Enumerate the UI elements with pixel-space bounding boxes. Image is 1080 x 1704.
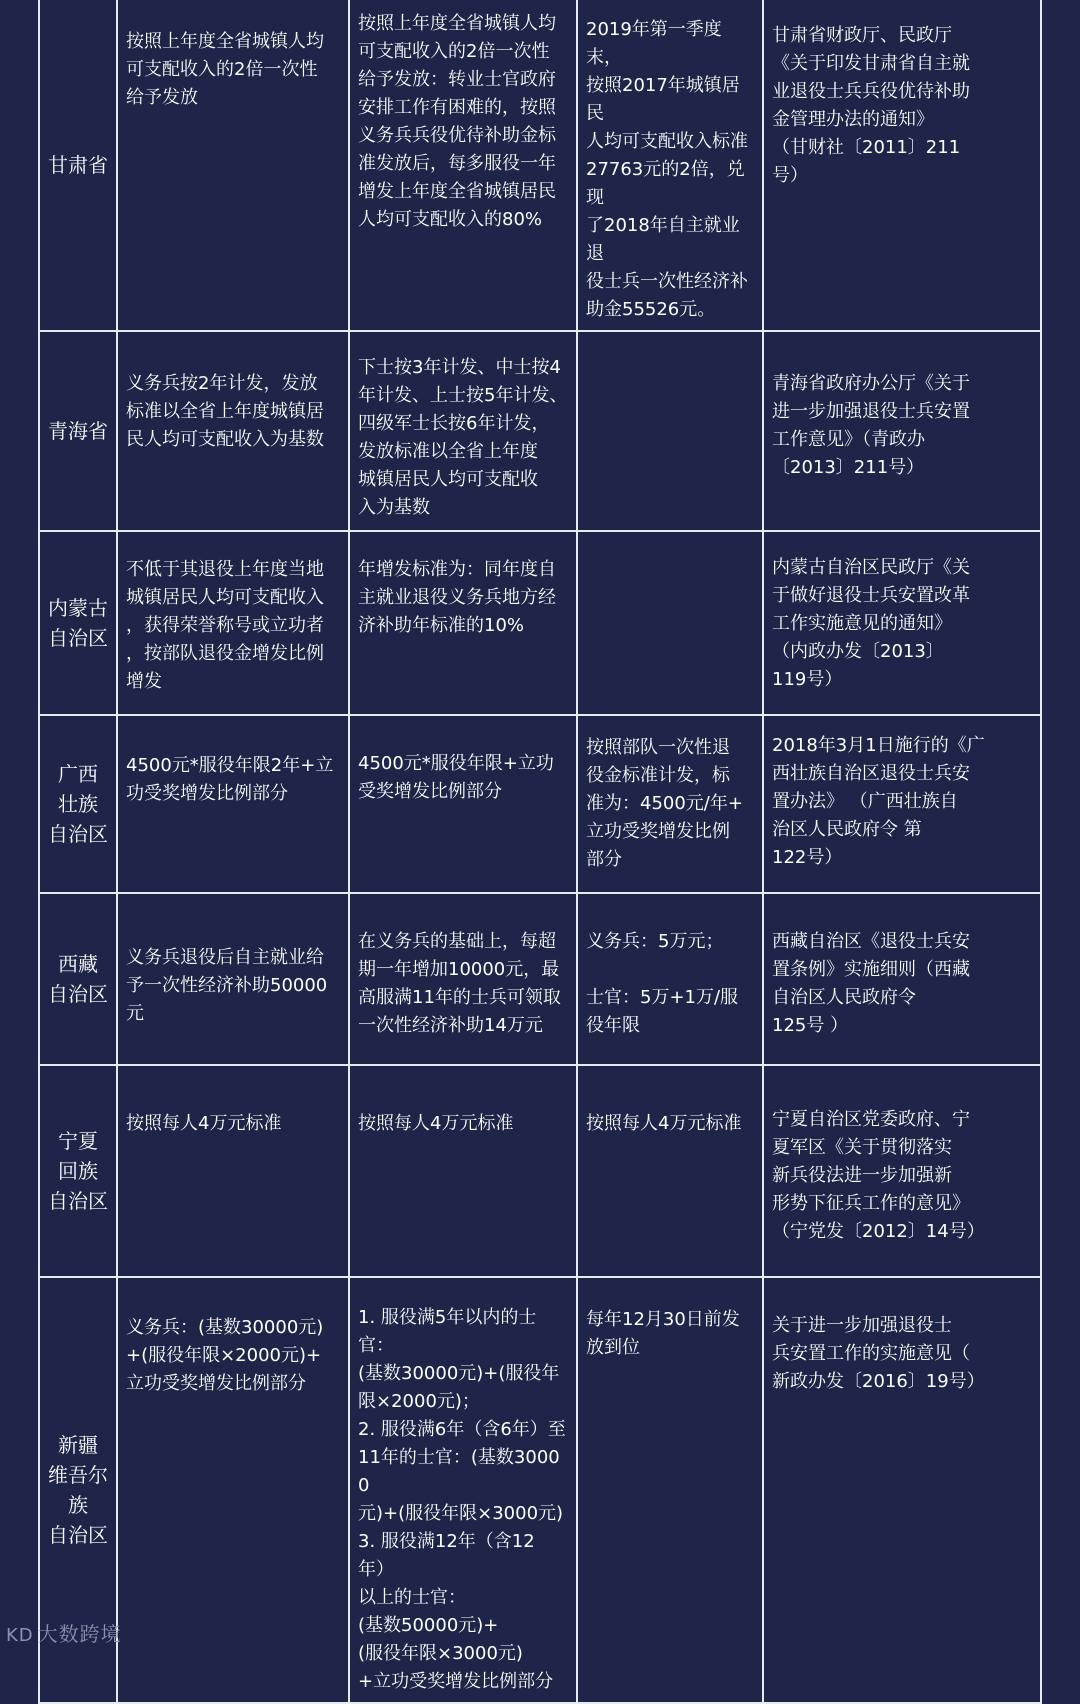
conscript-standard-cell: 不低于其退役上年度当地 城镇居民人均可支配收入 ，获得荣誉称号或立功者 ，按部队退役金增发比例 增发 <box>117 531 349 715</box>
watermark <box>6 1618 122 1647</box>
region-cell: 广西 壮族 自治区 <box>39 715 117 893</box>
conscript-standard-cell: 义务兵：(基数30000元) +(服役年限×2000元)+ 立功受奖增发比例部分 <box>117 1277 349 1703</box>
implementation-cell: 按照每人4万元标准 <box>577 1065 763 1277</box>
watermark-logo: KD <box>6 1625 34 1646</box>
region-cell: 新疆 维吾尔 族 自治区 <box>39 1277 117 1703</box>
table-row <box>39 893 1041 1065</box>
region-cell: 宁夏 回族 自治区 <box>39 1065 117 1277</box>
nco-standard-cell: 按照上年度全省城镇人均 可支配收入的2倍一次性 给予发放：转业士官政府 安排工作有困难的，按照 义务兵兵役优待补助金标 准发放后，每多服役一年 增发上年度全省城镇居民 人均可支配收入的80% <box>349 0 577 331</box>
policy-document-cell: 青海省政府办公厅《关于 进一步加强退役士兵安置 工作意见》（青政办 〔2013〕211号） <box>763 331 1041 531</box>
region-cell: 西藏 自治区 <box>39 893 117 1065</box>
implementation-cell: 义务兵：5万元； 士官：5万+1万/服 役年限 <box>577 893 763 1065</box>
policy-document-cell: 西藏自治区《退役士兵安 置条例》实施细则（西藏 自治区人民政府令 125号 ） <box>763 893 1041 1065</box>
region-cell: 甘肃省 <box>39 0 117 331</box>
conscript-standard-cell: 4500元*服役年限2年+立 功受奖增发比例部分 <box>117 715 349 893</box>
implementation-cell: 按照部队一次性退 役金标准计发，标 准为：4500元/年+ 立功受奖增发比例 部分 <box>577 715 763 893</box>
table-row <box>39 1065 1041 1277</box>
implementation-cell <box>577 331 763 531</box>
table-row <box>39 1277 1041 1703</box>
conscript-standard-cell: 义务兵退役后自主就业给 予一次性经济补助50000 元 <box>117 893 349 1065</box>
region-cell: 青海省 <box>39 331 117 531</box>
implementation-cell: 每年12月30日前发 放到位 <box>577 1277 763 1703</box>
table-row <box>39 531 1041 715</box>
policy-document-cell: 关于进一步加强退役士 兵安置工作的实施意见（ 新政办发〔2016〕19号） <box>763 1277 1041 1703</box>
veteran-subsidy-table <box>38 0 1042 1704</box>
nco-standard-cell: 按照每人4万元标准 <box>349 1065 577 1277</box>
table-row <box>39 0 1041 331</box>
region-cell: 内蒙古 自治区 <box>39 531 117 715</box>
policy-document-cell: 内蒙古自治区民政厅《关 于做好退役士兵安置改革 工作实施意见的通知》 （内政办发〔2013〕 119号） <box>763 531 1041 715</box>
policy-document-cell: 2018年3月1日施行的《广 西壮族自治区退役士兵安 置办法》 （广西壮族自 治区人民政府令 第 122号） <box>763 715 1041 893</box>
policy-document-cell: 宁夏自治区党委政府、宁 夏军区《关于贯彻落实 新兵役法进一步加强新 形势下征兵工作的意见》 （宁党发〔2012〕14号） <box>763 1065 1041 1277</box>
table-row <box>39 331 1041 531</box>
table-row <box>39 715 1041 893</box>
nco-standard-cell: 4500元*服役年限+立功 受奖增发比例部分 <box>349 715 577 893</box>
nco-standard-cell: 下士按3年计发、中士按4 年计发、上士按5年计发、 四级军士长按6年计发， 发放标准以全省上年度 城镇居民人均可支配收 入为基数 <box>349 331 577 531</box>
nco-standard-cell: 在义务兵的基础上，每超 期一年增加10000元，最 高服满11年的士兵可领取 一次性经济补助14万元 <box>349 893 577 1065</box>
conscript-standard-cell: 按照上年度全省城镇人均 可支配收入的2倍一次性 给予发放 <box>117 0 349 331</box>
conscript-standard-cell: 按照每人4万元标准 <box>117 1065 349 1277</box>
nco-standard-cell: 年增发标准为：同年度自 主就业退役义务兵地方经 济补助年标准的10% <box>349 531 577 715</box>
policy-document-cell: 甘肃省财政厅、民政厅 《关于印发甘肃省自主就 业退役士兵兵役优待补助 金管理办法的通知》 （甘财社〔2011〕211 号） <box>763 0 1041 331</box>
implementation-cell <box>577 531 763 715</box>
implementation-cell: 2019年第一季度末， 按照2017年城镇居民 人均可支配收入标准 27763元的2倍，兑现 了2018年自主就业退 役士兵一次性经济补 助金55526元。 <box>577 0 763 331</box>
nco-standard-cell: 1. 服役满5年以内的士官： (基数30000元)+(服役年 限×2000元)； 2. 服役满6年（含6年）至 11年的士官：(基数30000 元)+(服役年限×3000元) 3. 服役满12年（含12年） 以上的士官： (基数50000元)+ (服役年限×3000元) +立功受奖增发比例部分 <box>349 1277 577 1703</box>
watermark-text: 大数跨境 <box>37 1622 122 1646</box>
conscript-standard-cell: 义务兵按2年计发，发放 标准以全省上年度城镇居 民人均可支配收入为基数 <box>117 331 349 531</box>
